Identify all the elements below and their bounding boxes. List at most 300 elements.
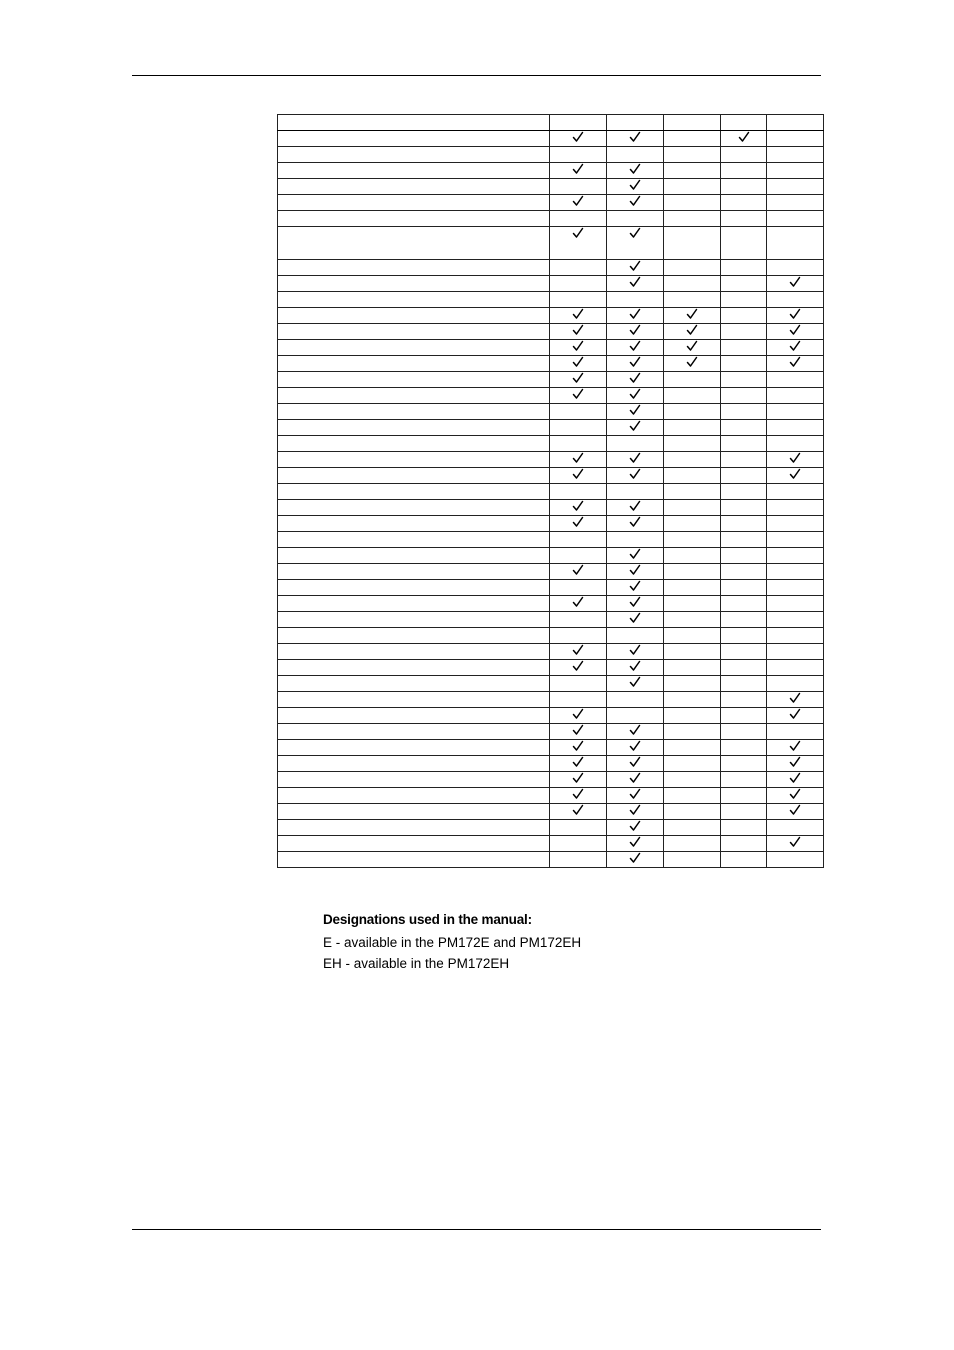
availability-cell [721, 147, 767, 163]
availability-cell [550, 484, 607, 500]
table-header-row [278, 115, 824, 131]
availability-cell [664, 308, 721, 324]
footer-rule [132, 1229, 821, 1230]
availability-cell [721, 227, 767, 260]
availability-cell [767, 692, 824, 708]
feature-name-cell [278, 340, 550, 356]
checkmark-icon [572, 452, 584, 464]
availability-cell [550, 724, 607, 740]
availability-cell [721, 564, 767, 580]
checkmark-icon [572, 772, 584, 784]
model-column-header [767, 115, 824, 131]
availability-cell [767, 260, 824, 276]
availability-cell [767, 372, 824, 388]
availability-cell [664, 404, 721, 420]
availability-cell [767, 356, 824, 372]
checkmark-icon [789, 804, 801, 816]
availability-cell [607, 420, 664, 436]
checkmark-icon [629, 804, 641, 816]
availability-cell [721, 740, 767, 756]
availability-cell [607, 340, 664, 356]
availability-cell [664, 388, 721, 404]
table-row [278, 308, 824, 324]
checkmark-icon [629, 788, 641, 800]
table-row [278, 372, 824, 388]
availability-cell [607, 276, 664, 292]
availability-cell [664, 804, 721, 820]
availability-cell [767, 276, 824, 292]
feature-name-cell [278, 500, 550, 516]
availability-cell [607, 324, 664, 340]
availability-cell [721, 356, 767, 372]
availability-cell [767, 147, 824, 163]
feature-name-cell [278, 564, 550, 580]
checkmark-icon [629, 195, 641, 207]
feature-name-cell [278, 644, 550, 660]
table-row [278, 820, 824, 836]
availability-cell [664, 211, 721, 227]
availability-cell [767, 564, 824, 580]
availability-cell [767, 163, 824, 179]
availability-cell [721, 468, 767, 484]
checkmark-icon [629, 580, 641, 592]
checkmark-icon [629, 772, 641, 784]
checkmark-icon [629, 404, 641, 416]
designation-line: EH - available in the PM172EH [323, 956, 510, 971]
table-row [278, 436, 824, 452]
availability-cell [550, 532, 607, 548]
availability-cell [607, 852, 664, 868]
table-row [278, 276, 824, 292]
availability-cell [664, 820, 721, 836]
checkmark-icon [789, 772, 801, 784]
availability-cell [767, 820, 824, 836]
feature-name-cell [278, 404, 550, 420]
table-row [278, 628, 824, 644]
availability-cell [664, 179, 721, 195]
feature-name-cell [278, 580, 550, 596]
availability-cell [664, 596, 721, 612]
availability-cell [550, 308, 607, 324]
availability-cell [721, 260, 767, 276]
availability-cell [664, 852, 721, 868]
availability-cell [550, 372, 607, 388]
checkmark-icon [629, 276, 641, 288]
availability-cell [550, 163, 607, 179]
availability-cell [721, 788, 767, 804]
feature-name-cell [278, 276, 550, 292]
availability-cell [550, 420, 607, 436]
table-row [278, 804, 824, 820]
checkmark-icon [629, 660, 641, 672]
availability-cell [664, 227, 721, 260]
table-row [278, 788, 824, 804]
feature-name-cell [278, 372, 550, 388]
availability-cell [664, 692, 721, 708]
availability-cell [607, 660, 664, 676]
availability-cell [607, 692, 664, 708]
availability-cell [767, 436, 824, 452]
availability-cell [550, 179, 607, 195]
availability-cell [767, 211, 824, 227]
feature-name-cell [278, 484, 550, 500]
table-row [278, 131, 824, 147]
availability-cell [607, 836, 664, 852]
availability-cell [664, 516, 721, 532]
availability-cell [664, 724, 721, 740]
table-row [278, 195, 824, 211]
feature-name-cell [278, 211, 550, 227]
feature-name-cell [278, 836, 550, 852]
availability-cell [721, 340, 767, 356]
checkmark-icon [686, 356, 698, 368]
feature-name-cell [278, 420, 550, 436]
checkmark-icon [789, 692, 801, 704]
availability-cell [550, 468, 607, 484]
availability-cell [550, 324, 607, 340]
availability-cell [607, 211, 664, 227]
checkmark-icon [789, 276, 801, 288]
designations-heading: Designations used in the manual: [323, 912, 532, 927]
checkmark-icon [629, 227, 641, 239]
availability-cell [607, 163, 664, 179]
table-row [278, 227, 824, 260]
availability-cell [721, 772, 767, 788]
feature-name-cell [278, 628, 550, 644]
availability-cell [664, 340, 721, 356]
feature-name-cell [278, 356, 550, 372]
availability-cell [664, 660, 721, 676]
availability-cell [721, 708, 767, 724]
availability-cell [607, 612, 664, 628]
availability-cell [721, 163, 767, 179]
checkmark-icon [629, 836, 641, 848]
availability-cell [664, 324, 721, 340]
availability-cell [607, 131, 664, 147]
availability-cell [767, 644, 824, 660]
availability-cell [607, 804, 664, 820]
availability-cell [550, 516, 607, 532]
availability-cell [664, 436, 721, 452]
availability-cell [721, 548, 767, 564]
table-row [278, 692, 824, 708]
availability-cell [664, 260, 721, 276]
availability-cell [767, 756, 824, 772]
availability-cell [721, 676, 767, 692]
availability-cell [607, 724, 664, 740]
feature-name-cell [278, 532, 550, 548]
feature-name-cell [278, 820, 550, 836]
availability-cell [550, 500, 607, 516]
availability-cell [767, 660, 824, 676]
checkmark-icon [572, 644, 584, 656]
table-row [278, 532, 824, 548]
checkmark-icon [572, 788, 584, 800]
availability-cell [721, 836, 767, 852]
table-row [278, 452, 824, 468]
checkmark-icon [629, 372, 641, 384]
checkmark-icon [789, 836, 801, 848]
table-row [278, 516, 824, 532]
availability-cell [767, 420, 824, 436]
availability-cell [550, 276, 607, 292]
availability-cell [550, 596, 607, 612]
availability-cell [607, 147, 664, 163]
checkmark-icon [686, 340, 698, 352]
availability-cell [721, 756, 767, 772]
table-row [278, 292, 824, 308]
availability-cell [550, 452, 607, 468]
feature-name-cell [278, 804, 550, 820]
checkmark-icon [789, 324, 801, 336]
availability-cell [550, 644, 607, 660]
checkmark-icon [686, 324, 698, 336]
availability-cell [721, 436, 767, 452]
table-row [278, 596, 824, 612]
availability-cell [721, 596, 767, 612]
feature-name-cell [278, 660, 550, 676]
availability-cell [607, 195, 664, 211]
feature-name-cell [278, 724, 550, 740]
checkmark-icon [572, 131, 584, 143]
table-row [278, 484, 824, 500]
availability-cell [721, 612, 767, 628]
availability-cell [767, 852, 824, 868]
checkmark-icon [572, 564, 584, 576]
feature-availability-table [277, 114, 824, 868]
checkmark-icon [629, 452, 641, 464]
availability-cell [767, 580, 824, 596]
availability-cell [664, 468, 721, 484]
checkmark-icon [738, 131, 750, 143]
feature-name-cell [278, 227, 550, 260]
availability-cell [607, 388, 664, 404]
checkmark-icon [629, 420, 641, 432]
availability-cell [767, 836, 824, 852]
availability-cell [767, 772, 824, 788]
checkmark-icon [789, 340, 801, 352]
availability-cell [664, 420, 721, 436]
checkmark-icon [629, 324, 641, 336]
availability-cell [607, 772, 664, 788]
availability-cell [767, 468, 824, 484]
checkmark-icon [572, 804, 584, 816]
availability-cell [721, 692, 767, 708]
checkmark-icon [572, 340, 584, 352]
table-row [278, 420, 824, 436]
availability-cell [607, 260, 664, 276]
availability-cell [607, 356, 664, 372]
availability-cell [767, 724, 824, 740]
table-row [278, 580, 824, 596]
checkmark-icon [629, 676, 641, 688]
availability-cell [607, 708, 664, 724]
availability-cell [664, 452, 721, 468]
checkmark-icon [789, 308, 801, 320]
availability-cell [721, 724, 767, 740]
availability-cell [664, 163, 721, 179]
availability-cell [607, 548, 664, 564]
availability-cell [664, 195, 721, 211]
availability-cell [550, 772, 607, 788]
designations-notes [323, 912, 581, 977]
availability-cell [767, 532, 824, 548]
feature-name-cell [278, 147, 550, 163]
availability-cell [721, 644, 767, 660]
checkmark-icon [629, 500, 641, 512]
availability-cell [550, 131, 607, 147]
feature-name-cell [278, 436, 550, 452]
availability-cell [721, 820, 767, 836]
availability-cell [767, 500, 824, 516]
designation-line: E - available in the PM172E and PM172EH [323, 935, 582, 950]
availability-cell [767, 131, 824, 147]
availability-cell [721, 388, 767, 404]
feature-name-cell [278, 292, 550, 308]
availability-cell [550, 804, 607, 820]
checkmark-icon [572, 596, 584, 608]
checkmark-icon [629, 820, 641, 832]
table-row [278, 260, 824, 276]
availability-cell [664, 788, 721, 804]
feature-name-cell [278, 740, 550, 756]
checkmark-icon [629, 564, 641, 576]
feature-column-header [278, 115, 550, 131]
table-row [278, 163, 824, 179]
availability-cell [607, 756, 664, 772]
availability-cell [767, 804, 824, 820]
table-row [278, 564, 824, 580]
availability-cell [664, 147, 721, 163]
table-row [278, 340, 824, 356]
availability-cell [550, 548, 607, 564]
checkmark-icon [629, 340, 641, 352]
availability-cell [607, 628, 664, 644]
availability-cell [767, 484, 824, 500]
availability-cell [721, 179, 767, 195]
checkmark-icon [572, 740, 584, 752]
availability-cell [550, 756, 607, 772]
checkmark-icon [629, 179, 641, 191]
table-row [278, 644, 824, 660]
table-row [278, 676, 824, 692]
table-row [278, 724, 824, 740]
availability-cell [607, 292, 664, 308]
availability-cell [607, 644, 664, 660]
checkmark-icon [572, 163, 584, 175]
checkmark-icon [789, 788, 801, 800]
checkmark-icon [686, 308, 698, 320]
table-row [278, 404, 824, 420]
feature-name-cell [278, 260, 550, 276]
availability-cell [607, 820, 664, 836]
feature-name-cell [278, 708, 550, 724]
availability-cell [550, 820, 607, 836]
feature-name-cell [278, 548, 550, 564]
checkmark-icon [789, 356, 801, 368]
table-row [278, 660, 824, 676]
table-row [278, 772, 824, 788]
checkmark-icon [572, 388, 584, 400]
table-row [278, 211, 824, 227]
availability-cell [721, 484, 767, 500]
availability-cell [721, 628, 767, 644]
checkmark-icon [572, 195, 584, 207]
feature-name-cell [278, 468, 550, 484]
checkmark-icon [572, 660, 584, 672]
checkmark-icon [629, 852, 641, 864]
availability-cell [664, 356, 721, 372]
checkmark-icon [629, 548, 641, 560]
availability-cell [664, 708, 721, 724]
availability-cell [664, 676, 721, 692]
availability-cell [721, 308, 767, 324]
availability-cell [664, 564, 721, 580]
availability-cell [607, 436, 664, 452]
availability-cell [721, 660, 767, 676]
table-row [278, 612, 824, 628]
checkmark-icon [789, 452, 801, 464]
header-rule [132, 75, 821, 76]
checkmark-icon [572, 372, 584, 384]
availability-cell [721, 580, 767, 596]
availability-cell [767, 548, 824, 564]
feature-name-cell [278, 516, 550, 532]
availability-cell [550, 260, 607, 276]
availability-cell [767, 227, 824, 260]
availability-cell [721, 195, 767, 211]
availability-cell [664, 484, 721, 500]
availability-cell [550, 628, 607, 644]
availability-cell [607, 179, 664, 195]
availability-cell [607, 596, 664, 612]
availability-cell [767, 324, 824, 340]
availability-cell [664, 740, 721, 756]
availability-cell [664, 756, 721, 772]
availability-cell [721, 852, 767, 868]
availability-cell [767, 740, 824, 756]
feature-name-cell [278, 756, 550, 772]
availability-cell [607, 404, 664, 420]
availability-cell [664, 548, 721, 564]
availability-cell [664, 628, 721, 644]
availability-cell [550, 788, 607, 804]
feature-name-cell [278, 772, 550, 788]
table-row [278, 179, 824, 195]
availability-cell [607, 372, 664, 388]
checkmark-icon [572, 500, 584, 512]
availability-cell [550, 612, 607, 628]
availability-cell [550, 708, 607, 724]
feature-name-cell [278, 308, 550, 324]
availability-cell [607, 468, 664, 484]
table-row [278, 708, 824, 724]
availability-cell [607, 676, 664, 692]
availability-cell [607, 484, 664, 500]
availability-cell [721, 420, 767, 436]
availability-cell [721, 211, 767, 227]
availability-cell [550, 836, 607, 852]
availability-cell [550, 564, 607, 580]
checkmark-icon [789, 468, 801, 480]
table-row [278, 356, 824, 372]
feature-name-cell [278, 195, 550, 211]
table-row [278, 147, 824, 163]
feature-name-cell [278, 788, 550, 804]
table-row [278, 852, 824, 868]
availability-cell [550, 211, 607, 227]
availability-cell [664, 836, 721, 852]
